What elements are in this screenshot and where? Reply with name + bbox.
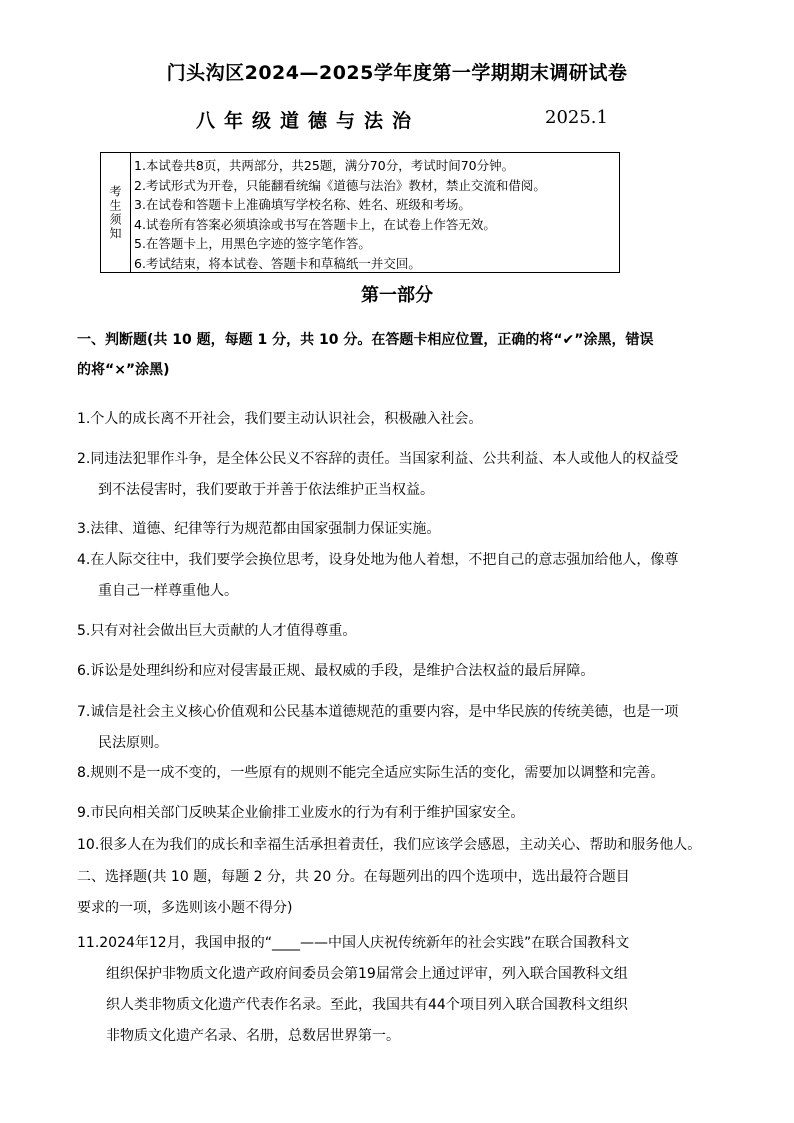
section2-heading-cont: 要求的一项，多选则该小题不得分) bbox=[77, 900, 293, 916]
notice-item: 3.在试卷和答题卡上准确填写学校名称、姓名、班级和考场。 bbox=[134, 197, 471, 212]
notice-item: 2.考试形式为开卷，只能翻看统编《道德与法治》教材，禁止交流和借阅。 bbox=[134, 177, 546, 193]
judge-question-4-cont: 重自己一样尊重他人。 bbox=[98, 583, 238, 599]
judge-question-7-cont: 民法原则。 bbox=[98, 735, 168, 751]
notice-label: 考生须知 bbox=[108, 184, 122, 241]
notice-item: 6.考试结束，将本试卷、答题卡和草稿纸一并交回。 bbox=[134, 255, 421, 271]
notice-item: 5.在答题卡上，用黑色字迹的签字笔作答。 bbox=[134, 236, 371, 251]
judge-question-1: 1.个人的成长离不开社会，我们要主动认识社会，积极融入社会。 bbox=[77, 411, 483, 427]
section1-heading: 一、判断题(共 10 题，每题 1 分，共 10 分。在答题卡相应位置，正确的将“✔”涂黑，错误 bbox=[77, 332, 654, 348]
notice-item: 1.本试卷共8页，共两部分，共25题，满分70分，考试时间70分钟。 bbox=[134, 158, 515, 173]
choice-question-11-cont: 组织保护非物质文化遗产政府间委员会第19届常会上通过评审，列入联合国教科文组 bbox=[106, 966, 628, 982]
part-title: 第一部分 bbox=[361, 285, 433, 306]
notice-label-cell bbox=[101, 153, 131, 272]
section1-heading-cont: 的将“×”涂黑) bbox=[77, 362, 170, 378]
exam-title: 门头沟区2024—2025学年度第一学期期末调研试卷 bbox=[166, 62, 628, 84]
judge-question-5: 5.只有对社会做出巨大贡献的人才值得尊重。 bbox=[77, 623, 357, 639]
exam-date: 2025.1 bbox=[545, 107, 608, 128]
judge-question-2-cont: 到不法侵害时，我们要敢于并善于依法维护正当权益。 bbox=[98, 482, 434, 498]
judge-question-9: 9.市民向相关部门反映某企业偷排工业废水的行为有利于维护国家安全。 bbox=[77, 805, 525, 821]
judge-question-8: 8.规则不是一成不变的，一些原有的规则不能完全适应实际生活的变化，需要加以调整和完善。 bbox=[77, 765, 665, 781]
candidate-notice-box bbox=[100, 152, 620, 273]
judge-question-10: 10.很多人在为我们的成长和幸福生活承担着责任，我们应该学会感恩，主动关心、帮助和服务他人。 bbox=[77, 837, 702, 853]
section2-heading: 二、选择题(共 10 题，每题 2 分，共 20 分。在每题列出的四个选项中，选出最符合题目 bbox=[77, 869, 630, 885]
judge-question-3: 3.法律、道德、纪律等行为规范都由国家强制力保证实施。 bbox=[77, 521, 441, 537]
exam-subject: 八年级道德与法治 bbox=[196, 110, 421, 132]
choice-question-11: 11.2024年12月，我国申报的“____——中国人庆祝传统新年的社会实践”在联合国教科文 bbox=[77, 935, 630, 951]
notice-item: 4.试卷所有答案必须填涂或书写在答题卡上，在试卷上作答无效。 bbox=[134, 216, 496, 232]
choice-question-11-cont: 非物质文化遗产名录、名册，总数居世界第一。 bbox=[106, 1028, 400, 1044]
notice-list bbox=[134, 156, 617, 273]
judge-question-2: 2.同违法犯罪作斗争，是全体公民义不容辞的责任。当国家利益、公共利益、本人或他人的权益受 bbox=[77, 451, 679, 467]
judge-question-6: 6.诉讼是处理纠纷和应对侵害最正规、最权威的手段，是维护合法权益的最后屏障。 bbox=[77, 663, 595, 679]
choice-question-11-cont: 织人类非物质文化遗产代表作名录。至此，我国共有44个项目列入联合国教科文组织 bbox=[106, 997, 628, 1013]
judge-question-4: 4.在人际交往中，我们要学会换位思考，设身处地为他人着想，不把自己的意志强加给他人，像尊 bbox=[77, 552, 679, 568]
judge-question-7: 7.诚信是社会主义核心价值观和公民基本道德规范的重要内容，是中华民族的传统美德，也是一项 bbox=[77, 704, 679, 720]
